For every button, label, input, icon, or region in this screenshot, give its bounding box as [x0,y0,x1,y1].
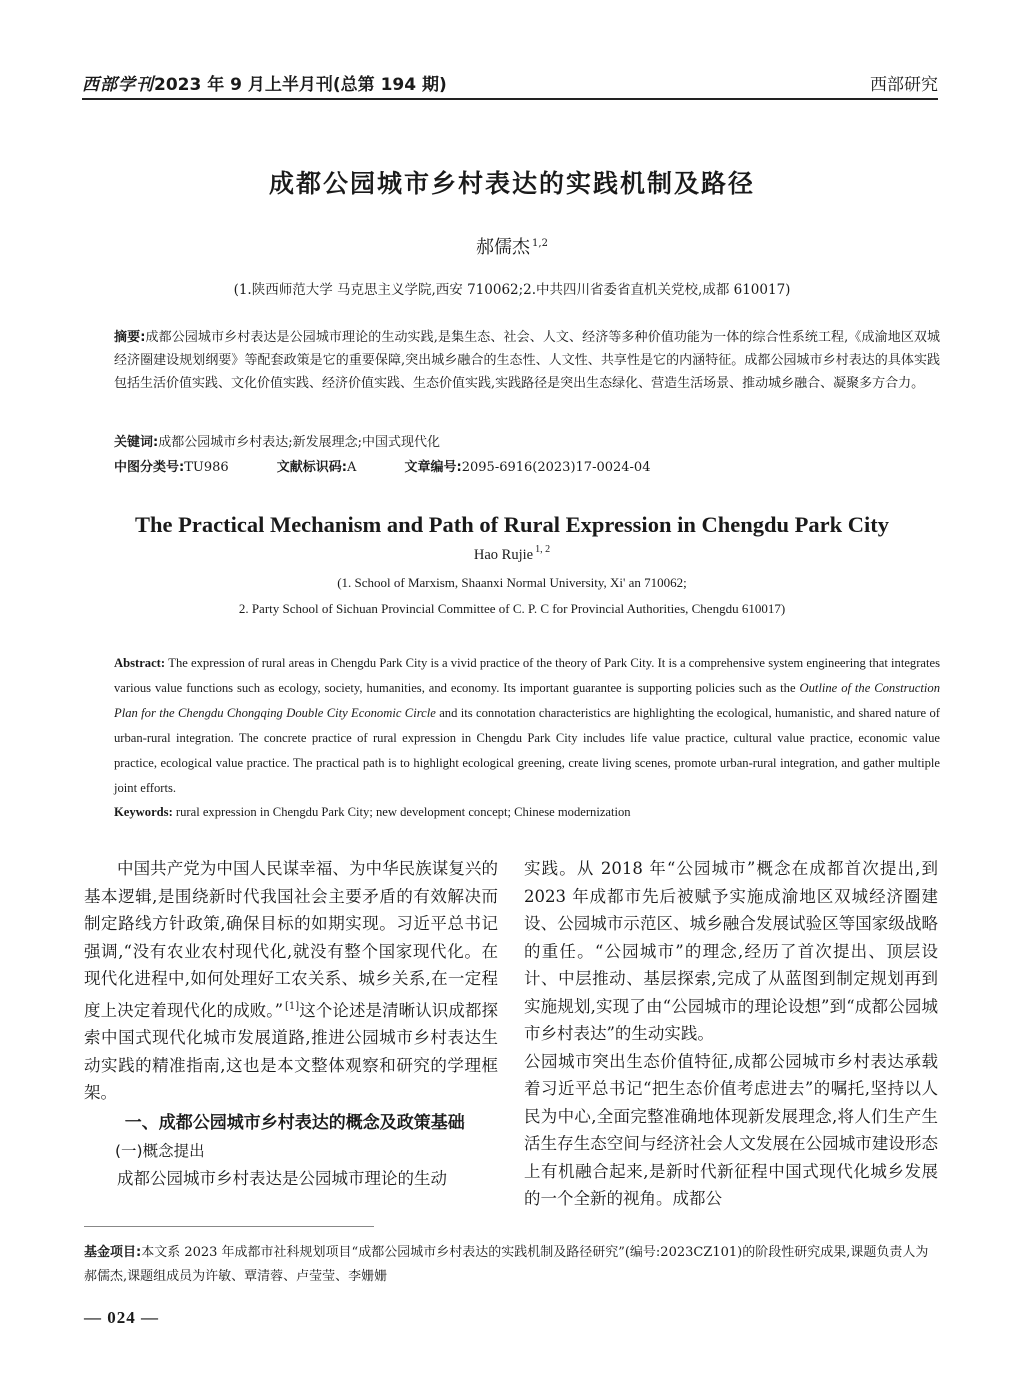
keywords-en-text: rural expression in Chengdu Park City; new development concept; Chinese modernization [175,805,631,819]
abstract-cn-label: 摘要: [114,330,146,345]
journal-logo: 西部学刊 [82,75,154,95]
fund-footnote [84,1241,940,1289]
subsection-heading-1: (一)概念提出 [115,1141,205,1160]
author-en [0,544,1024,564]
right-paragraph-1: 实践。从 2018 年“公园城市”概念在成都首次提出,到 2023 年成都市先后被赋予实施成渝地区双城经济圈建设、公园城市示范区、城乡融合发展试验区等国家级战略的重任。“公园城市”的理念,经历了首次提出、顶层设计、中层推动、基层探索,完成了从蓝图到制定规划再到实施规划,实现了由“公园城市的理论设想”到“成都公园城市乡村表达”的生动实践。 [524,859,938,1043]
abstract-cn [114,326,940,395]
body-column-right [524,855,938,1213]
clc-code: 中图分类号:TU986 [114,460,229,475]
keywords-cn [114,431,940,454]
document-code: 文献标识码:A [276,460,357,475]
fund-label: 基金项目: [84,1245,142,1260]
author-name-cn: 郝儒杰 [476,237,531,258]
paper-title-cn: 成都公园城市乡村表达的实践机制及路径 [268,169,755,198]
footnote-rule [84,1226,374,1227]
author-affil-marker: 1,2 [532,238,548,249]
issue-info: 2023 年 9 月上半月刊(总第 194 期) [154,75,447,95]
header-rule [82,98,938,100]
affiliation-en-2: 2. Party School of Sichuan Provincial Committee of C. P. C for Provincial Authorities, Chengdu 610017) [238,601,786,616]
paper-title-en: The Practical Mechanism and Path of Rural Expression in Chengdu Park City [135,512,889,537]
affiliation-en-1: (1. School of Marxism, Shaanxi Normal University, Xi' an 710062; [337,575,687,590]
author-name-en: Hao Rujie [473,547,534,563]
abstract-en-label: Abstract: [114,656,166,670]
subsection-paragraph: 成都公园城市乡村表达是公园城市理论的生动 [117,1168,447,1188]
running-header-left [82,70,447,95]
page-number: — 024 — [84,1308,159,1327]
abstract-en [114,651,940,801]
keywords-en-label: Keywords: [114,805,173,819]
keywords-cn-label: 关键词: [114,435,159,450]
keywords-en [114,805,940,820]
author-cn [0,233,1024,259]
body-column-left [84,855,498,1192]
keywords-cn-text: 成都公园城市乡村表达;新发展理念;中国式现代化 [158,435,440,450]
abstract-en-text-1: The expression of rural areas in Chengdu Park City is a vivid practice of the theory of Park City. It is a comprehensive system engineering that integrates various value functions such as ecology, society, humanities, and economy. Its important guarantee is supporting policies such as the [114,656,940,695]
author-en-affil-marker: 1, 2 [535,544,551,555]
article-number: 文章编号:2095-6916(2023)17-0024-04 [404,460,651,475]
abstract-en-text-2: and its connotation characteristics are highlighting the ecological, humanistic, and shared nature of urban-rural integration. The concrete practice of rural expression in Chengdu Park City includes life value practice, cultural value practice, economic value practice, ecological value practice. The practical path is to highlight ecological greening, create living scenes, promote urban-rural integration, and gather multiple joint efforts. [114,706,940,795]
abstract-en-italic-title: Outline of the Construction Plan for the Chengdu Chongqing Double City Economic Circle [114,681,940,720]
right-paragraph-2: 公园城市突出生态价值特征,成都公园城市乡村表达承载着习近平总书记“把生态价值考虑进去”的嘱托,坚持以人民为中心,全面完整准确地体现新发展理念,将人们生产生活生存生态空间与经济社会人文发展在公园城市建设形态上有机融合起来,是新时代新征程中国式现代化城乡发展的一个全新的视角。成都公 [524,1051,938,1208]
intro-paragraph: 中国共产党为中国人民谋幸福、为中华民族谋复兴的基本逻辑,是围绕新时代我国社会主要矛盾的有效解决而制定路线方针政策,确保目标的如期实现。习近平总书记强调,“没有农业农村现代化,就没有整个国家现代化。在现代化进程中,如何处理好工农关系、城乡关系,在一定程度上决定着现代化的成败。” [1]这个论述是清晰认识成都探索中国式现代化城市发展道路,推进公园城市乡村表达生动实践的精准指南,这也是本文整体观察和研究的学理框架。 [84,859,499,1102]
abstract-cn-text: 成都公园城市乡村表达是公园城市理论的生动实践,是集生态、社会、人文、经济等多种价值功能为一体的综合性系统工程,《成渝地区双城经济圈建设规划纲要》等配套政策是它的重要保障,突出城乡融合的生态性、人文性、共享性是它的内涵特征。成都公园城市乡村表达的具体实践包括生活价值实践、文化价值实践、经济价值实践、生态价值实践,实践路径是突出生态绿化、营造生活场景、推动城乡融合、凝聚多方合力。 [114,330,940,391]
fund-text: 本文系 2023 年成都市社科规划项目“成都公园城市乡村表达的实践机制及路径研究”(编号:2023CZ101)的阶段性研究成果,课题负责人为郝儒杰,课题组成员为许敏、覃清蓉、卢莹莹、李姗姗 [84,1245,929,1284]
affiliation-cn: (1.陕西师范大学 马克思主义学院,西安 710062;2.中共四川省委省直机关党校,成都 610017) [233,282,791,298]
citation-ref: [1] [285,1000,300,1012]
classification-row [114,456,940,475]
section-heading-1: 一、成都公园城市乡村表达的概念及政策基础 [124,1112,465,1133]
section-label: 西部研究 [870,75,938,95]
